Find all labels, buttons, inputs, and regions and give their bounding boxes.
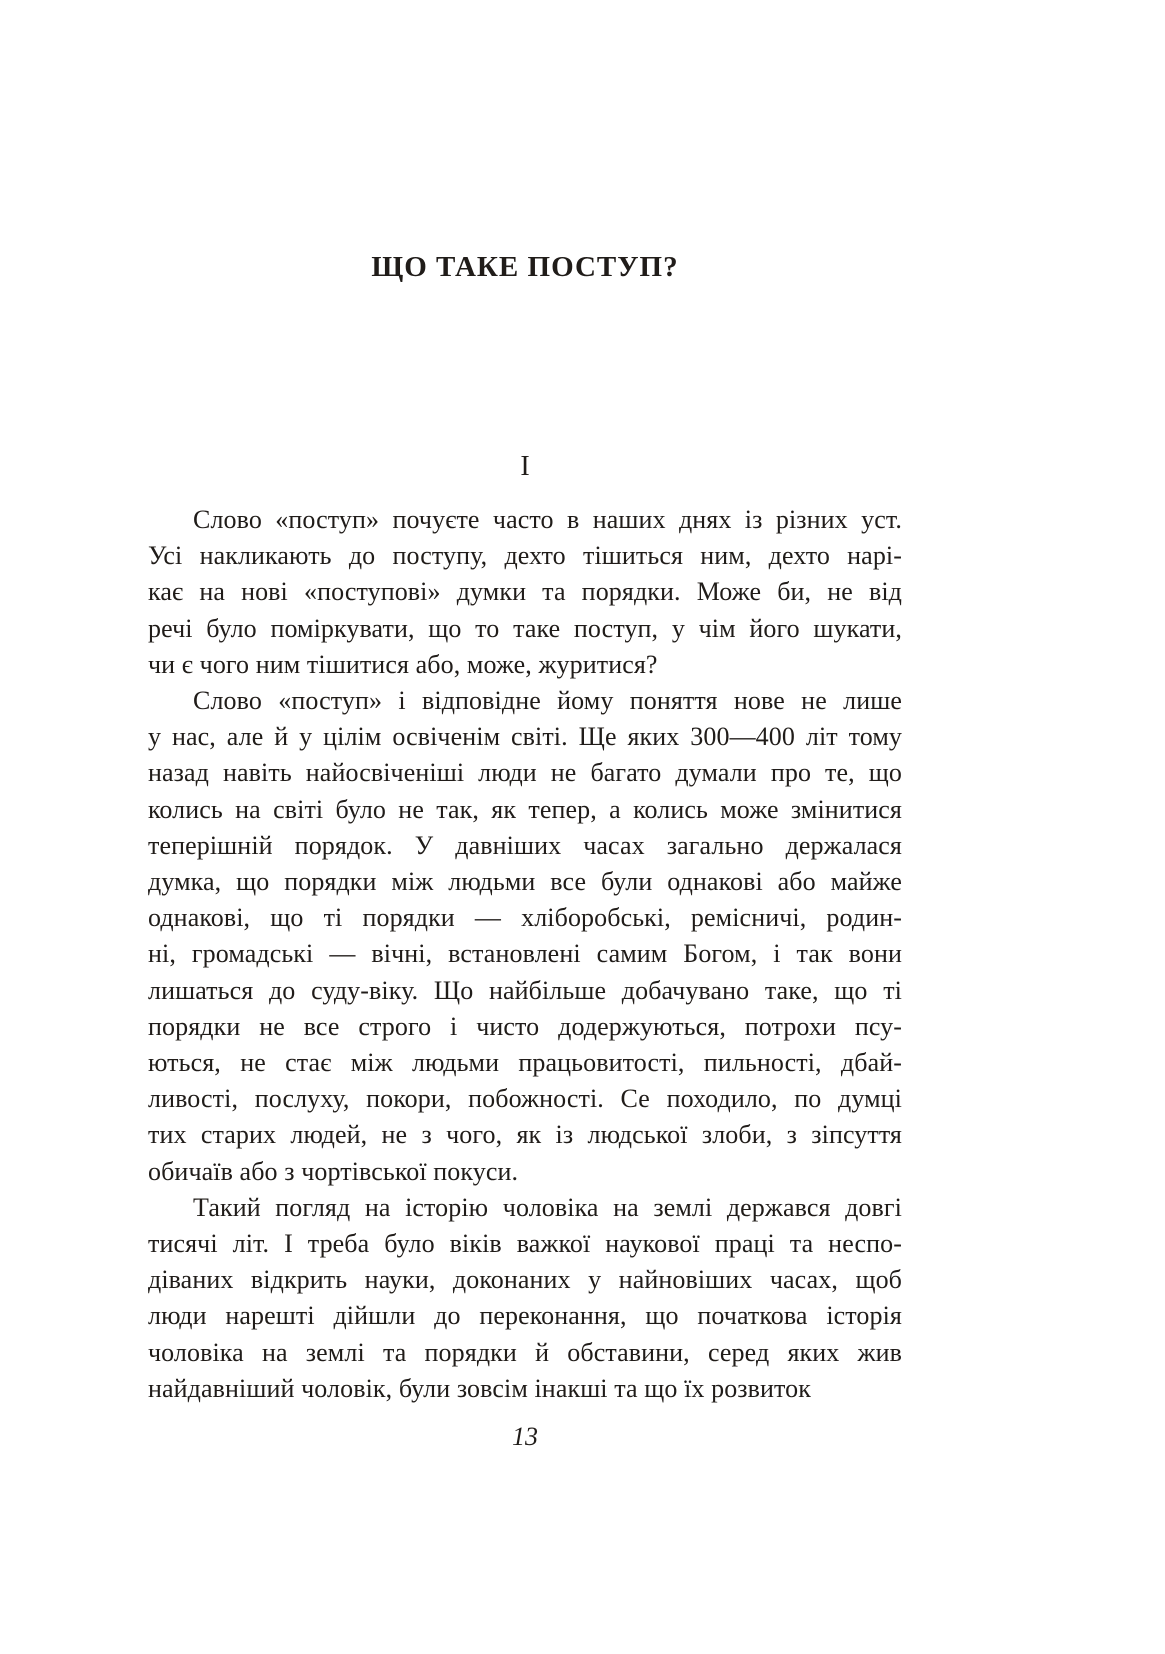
text-line: ливості, послуху, покори, побожності. Се походило, по думці xyxy=(148,1084,902,1114)
text-line: лишаться до суду-віку. Що найбільше добачувано таке, що ті xyxy=(148,975,902,1005)
paragraph xyxy=(148,502,902,683)
paragraph xyxy=(148,683,902,1190)
paragraph xyxy=(148,1190,902,1407)
text-line: Усі накликають до поступу, дехто тішиться ним, дехто нарі- xyxy=(148,541,902,571)
chapter-title: ЩО ТАКЕ ПОСТУП? xyxy=(371,251,679,283)
text-line: чи є чого ним тішитися або, може, журитися? xyxy=(148,649,658,679)
section-number: I xyxy=(520,451,530,482)
text-line: чоловіка на землі та порядки й обставини, серед яких жив xyxy=(148,1337,902,1367)
text-line: колись на світі було не так, як тепер, а колись може змінитися xyxy=(148,794,902,824)
text-line: думка, що порядки між людьми все були однакові або майже xyxy=(148,867,902,897)
text-line: обичаїв або з чортівської покуси. xyxy=(148,1156,519,1186)
text-line: тих старих людей, не з чого, як із людської злоби, з зіпсуття xyxy=(148,1120,902,1150)
text-line: назад навіть найосвіченіші люди не багато думали про те, що xyxy=(148,758,902,788)
text-line: Такий погляд на історію чоловіка на землі держався довгі xyxy=(193,1192,902,1222)
text-line: Слово «поступ» і відповідне йому поняття нове не лише xyxy=(193,686,902,716)
text-line: люди нарешті дійшли до переконання, що початкова історія xyxy=(148,1301,902,1331)
text-line: діваних відкрить науки, доконаних у найновіших часах, щоб xyxy=(148,1265,902,1295)
text-line: теперішній порядок. У давніших часах загально держалася xyxy=(148,830,902,860)
text-line: у нас, але й у цілім освіченім світі. Ще яких 300—400 літ тому xyxy=(148,722,902,752)
text-line: порядки не все строго і чисто додержуються, потрохи псу- xyxy=(148,1011,902,1041)
text-line: Слово «поступ» почуєте часто в наших днях із різних уст. xyxy=(193,505,902,534)
text-line: ні, громадські — вічні, встановлені самим Богом, і так вони xyxy=(148,939,902,969)
text-line: речі було поміркувати, що то таке поступ, у чім його шукати, xyxy=(148,613,902,643)
body-paragraphs xyxy=(148,502,902,1407)
text-line: найдавніший чоловік, були зовсім інакші та що їх розвиток xyxy=(148,1373,812,1403)
text-line: однакові, що ті порядки — хліборобські, ремісничі, родин- xyxy=(148,903,902,933)
text-line: ються, не стає між людьми працьовитості, пильності, дбай- xyxy=(148,1048,902,1078)
page-number: 13 xyxy=(512,1422,538,1451)
text-line: тисячі літ. І треба було віків важкої наукової праці та неспо- xyxy=(148,1229,902,1259)
text-line: кає на нові «поступові» думки та порядки. Може би, не від xyxy=(148,577,902,607)
